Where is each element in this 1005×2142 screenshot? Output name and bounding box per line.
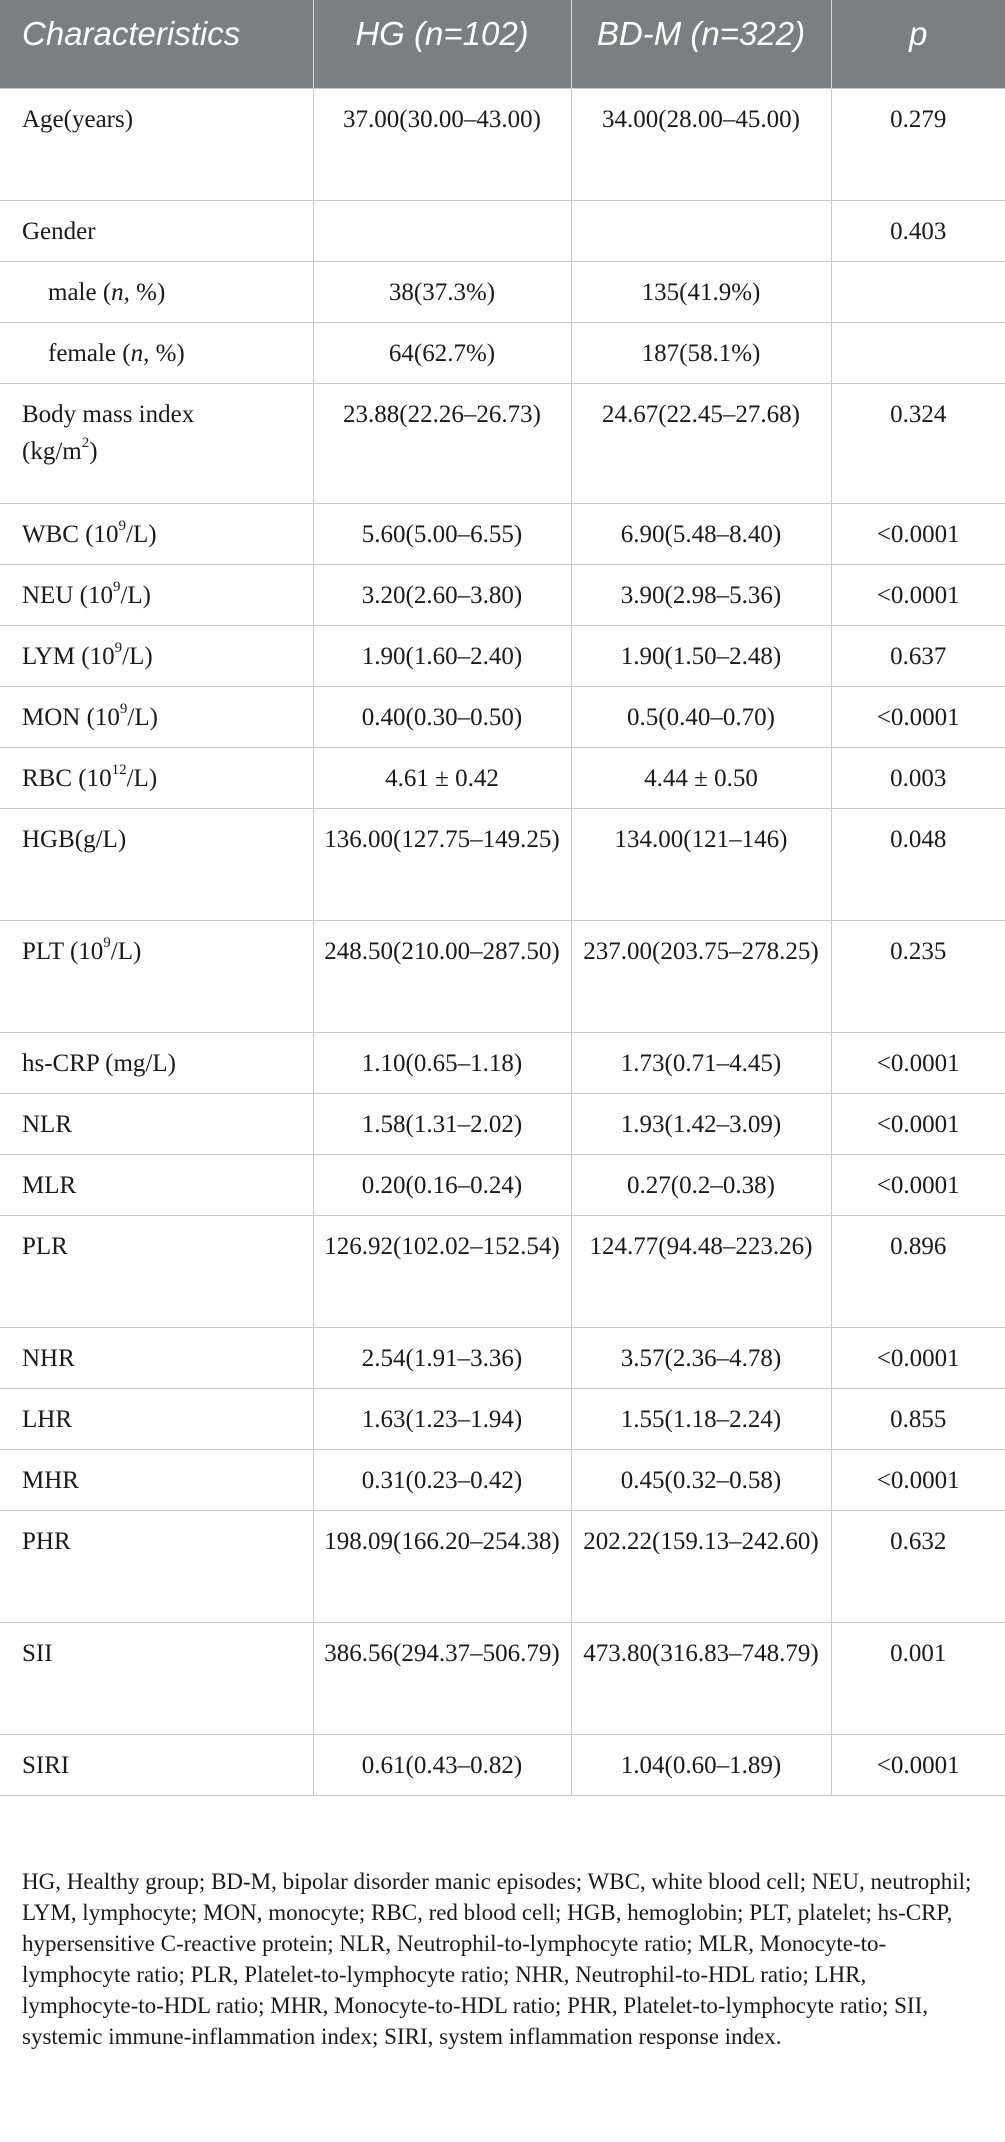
hg-value: 5.60(5.00–6.55) [313, 503, 571, 564]
row-label: MLR [0, 1154, 313, 1215]
table-row [0, 564, 1005, 625]
bdm-value: 237.00(203.75–278.25) [571, 920, 831, 1032]
header-row [0, 0, 1005, 88]
p-value: 0.003 [831, 747, 1005, 808]
table-row [0, 1449, 1005, 1510]
bdm-value: 135(41.9%) [571, 261, 831, 322]
bdm-value: 3.90(2.98–5.36) [571, 564, 831, 625]
hg-value: 23.88(22.26–26.73) [313, 383, 571, 503]
table-row [0, 88, 1005, 200]
bdm-value: 0.27(0.2–0.38) [571, 1154, 831, 1215]
row-label: LHR [0, 1388, 313, 1449]
hg-value: 0.61(0.43–0.82) [313, 1734, 571, 1795]
row-label: Gender [0, 200, 313, 261]
table-header [0, 0, 1005, 88]
bdm-value: 24.67(22.45–27.68) [571, 383, 831, 503]
table-row [0, 503, 1005, 564]
table-row [0, 747, 1005, 808]
table-row [0, 920, 1005, 1032]
hg-value: 2.54(1.91–3.36) [313, 1327, 571, 1388]
bdm-value: 0.5(0.40–0.70) [571, 686, 831, 747]
table-row [0, 1032, 1005, 1093]
header-characteristics: Characteristics [0, 0, 313, 88]
hg-value: 3.20(2.60–3.80) [313, 564, 571, 625]
p-value: 0.632 [831, 1510, 1005, 1622]
row-label: PHR [0, 1510, 313, 1622]
row-label: Body mass index $(kg/m^2)$ [0, 383, 313, 503]
row-label: MHR [0, 1449, 313, 1510]
header-bdm: BD-M (n=322) [571, 0, 831, 88]
bdm-value [571, 200, 831, 261]
label-n: n [130, 339, 144, 367]
p-value: 0.324 [831, 383, 1005, 503]
p-value: 0.403 [831, 200, 1005, 261]
hg-value: 1.90(1.60–2.40) [313, 625, 571, 686]
bdm-value: 1.04(0.60–1.89) [571, 1734, 831, 1795]
p-value [831, 322, 1005, 383]
bdm-value: 3.57(2.36–4.78) [571, 1327, 831, 1388]
p-value: <0.0001 [831, 1327, 1005, 1388]
row-label: PLT $(10^9/L)$ [0, 920, 313, 1032]
p-value [831, 261, 1005, 322]
label-n: n [111, 278, 124, 306]
bdm-value: 134.00(121–146) [571, 808, 831, 920]
row-label: SIRI [0, 1734, 313, 1795]
p-value: 0.637 [831, 625, 1005, 686]
bdm-value: 1.55(1.18–2.24) [571, 1388, 831, 1449]
bdm-value: 473.80(316.83–748.79) [571, 1622, 831, 1734]
table-row [0, 261, 1005, 322]
table-row [0, 1622, 1005, 1734]
table-row [0, 322, 1005, 383]
row-label: Age(years) [0, 88, 313, 200]
p-value: 0.001 [831, 1622, 1005, 1734]
table-row [0, 1388, 1005, 1449]
p-value: <0.0001 [831, 1154, 1005, 1215]
hg-value: 0.40(0.30–0.50) [313, 686, 571, 747]
label-prefix: female ( [48, 339, 131, 367]
table-row [0, 808, 1005, 920]
p-value: <0.0001 [831, 1032, 1005, 1093]
row-label: WBC $(10^9/L)$ [0, 503, 313, 564]
hg-value: 136.00(127.75–149.25) [313, 808, 571, 920]
p-value: <0.0001 [831, 1093, 1005, 1154]
hg-value: 248.50(210.00–287.50) [313, 920, 571, 1032]
table-row [0, 1093, 1005, 1154]
table-row [0, 1327, 1005, 1388]
header-p: p [831, 0, 1005, 88]
hg-value: 1.58(1.31–2.02) [313, 1093, 571, 1154]
p-value: 0.048 [831, 808, 1005, 920]
bdm-value: 187(58.1%) [571, 322, 831, 383]
hg-value: 0.20(0.16–0.24) [313, 1154, 571, 1215]
table-body [0, 88, 1005, 1795]
p-value: 0.279 [831, 88, 1005, 200]
label-suffix: , %) [123, 278, 166, 306]
label-prefix: male ( [48, 278, 112, 306]
table-row [0, 1734, 1005, 1795]
bdm-value: 4.44 ± 0.50 [571, 747, 831, 808]
hg-value: 37.00(30.00–43.00) [313, 88, 571, 200]
table-row [0, 1510, 1005, 1622]
hg-value: 1.10(0.65–1.18) [313, 1032, 571, 1093]
p-value: <0.0001 [831, 503, 1005, 564]
p-value: 0.855 [831, 1388, 1005, 1449]
row-label: RBC $(10^{12}/L)$ [0, 747, 313, 808]
table-row [0, 383, 1005, 503]
row-label [0, 261, 313, 322]
bdm-value: 1.73(0.71–4.45) [571, 1032, 831, 1093]
row-label: HGB(g/L) [0, 808, 313, 920]
table-row [0, 200, 1005, 261]
table-row [0, 1154, 1005, 1215]
bdm-value: 124.77(94.48–223.26) [571, 1215, 831, 1327]
row-label: LYM $(10^9/L)$ [0, 625, 313, 686]
header-hg: HG (n=102) [313, 0, 571, 88]
table-row [0, 1215, 1005, 1327]
hg-value: 64(62.7%) [313, 322, 571, 383]
hg-value: 1.63(1.23–1.94) [313, 1388, 571, 1449]
label-suffix: , %) [143, 339, 185, 367]
bdm-value: 0.45(0.32–0.58) [571, 1449, 831, 1510]
bdm-value: 1.90(1.50–2.48) [571, 625, 831, 686]
bdm-value: 1.93(1.42–3.09) [571, 1093, 831, 1154]
hg-value: 386.56(294.37–506.79) [313, 1622, 571, 1734]
row-label: MON $(10^9/L)$ [0, 686, 313, 747]
hg-value [313, 200, 571, 261]
table-footnote: HG, Healthy group; BD-M, bipolar disorder manic episodes; WBC, white blood cell; NEU, neutrophil; LYM, lymphocyte; MON, monocyte; RBC, red blood cell; HGB, hemoglobin; PLT, platelet; hs-CRP, hypersensitive C-reactive protein; NLR, Neutrophil-to-lymphocyte ratio; MLR, Monocyte-to-lymphocyte ratio; PLR, Platelet-to-lymphocyte ratio; NHR, Neutrophil-to-HDL ratio; LHR, lymphocyte-to-HDL ratio; MHR, Monocyte-to-HDL ratio; PHR, Platelet-to-lymphocyte ratio; SII, systemic immune-inflammation index; SIRI, system inflammation response index. [22, 1869, 972, 2049]
p-value: <0.0001 [831, 1449, 1005, 1510]
hg-value: 0.31(0.23–0.42) [313, 1449, 571, 1510]
bdm-value: 202.22(159.13–242.60) [571, 1510, 831, 1622]
p-value: 0.235 [831, 920, 1005, 1032]
row-label: hs-CRP (mg/L) [0, 1032, 313, 1093]
table-row [0, 686, 1005, 747]
row-label: NEU $(10^9/L)$ [0, 564, 313, 625]
table-row [0, 625, 1005, 686]
bdm-value: 34.00(28.00–45.00) [571, 88, 831, 200]
row-label: PLR [0, 1215, 313, 1327]
hg-value: 198.09(166.20–254.38) [313, 1510, 571, 1622]
row-label: NLR [0, 1093, 313, 1154]
hg-value: 4.61 ± 0.42 [313, 747, 571, 808]
hg-value: 126.92(102.02–152.54) [313, 1215, 571, 1327]
bdm-value: 6.90(5.48–8.40) [571, 503, 831, 564]
p-value: <0.0001 [831, 686, 1005, 747]
p-value: <0.0001 [831, 564, 1005, 625]
hg-value: 38(37.3%) [313, 261, 571, 322]
row-label: SII [0, 1622, 313, 1734]
p-value: <0.0001 [831, 1734, 1005, 1795]
p-value: 0.896 [831, 1215, 1005, 1327]
row-label [0, 322, 313, 383]
row-label: NHR [0, 1327, 313, 1388]
